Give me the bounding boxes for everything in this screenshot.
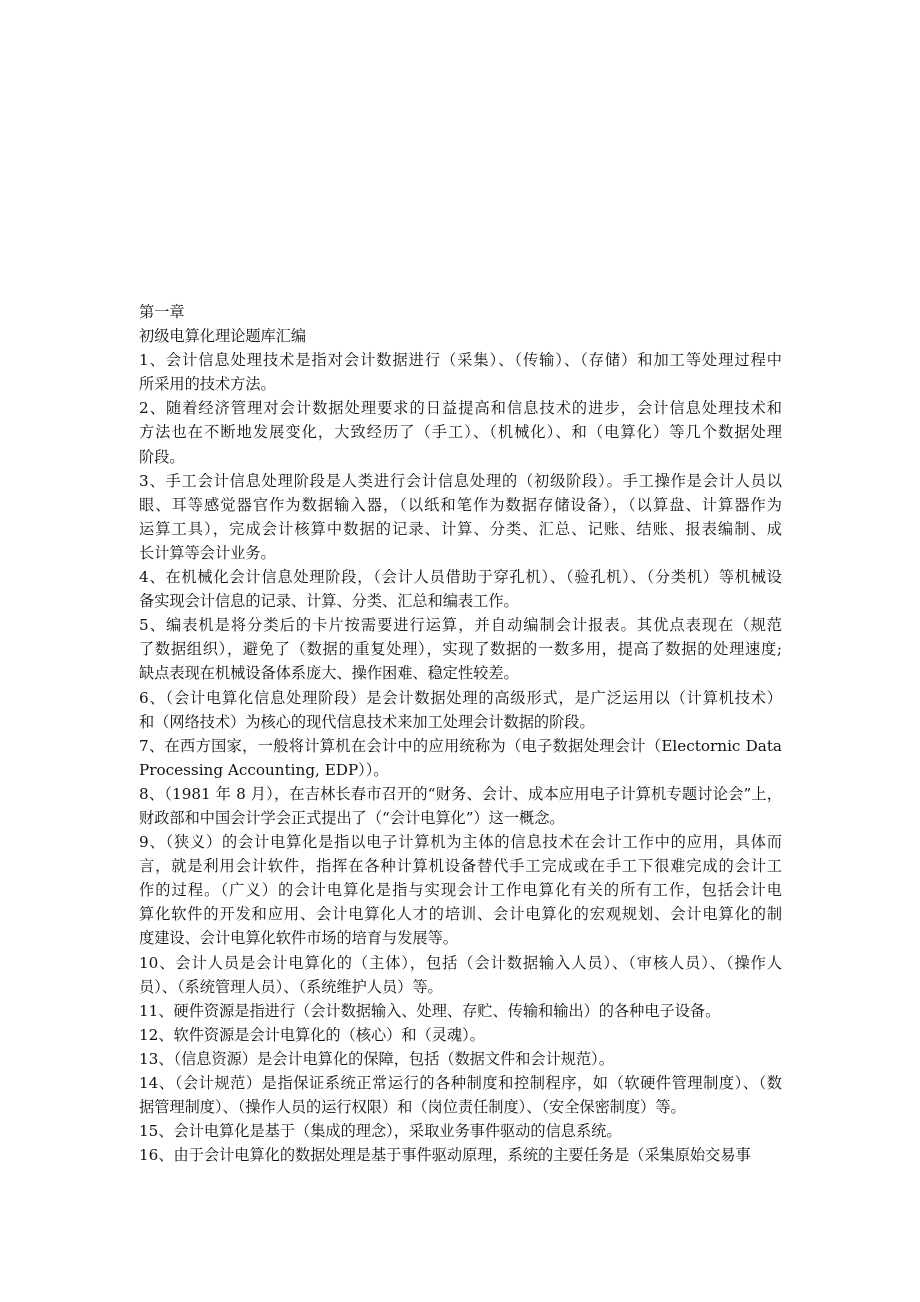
question-paragraph bbox=[139, 565, 782, 613]
text-line: 财政部和中国会计学会正式提出了（“会计电算化”）这一概念。 bbox=[139, 808, 565, 827]
question-paragraph bbox=[139, 830, 782, 950]
document-title: 初级电算化理论题库汇编 bbox=[139, 327, 307, 346]
text-line: 4、在机械化会计信息处理阶段，（会计人员借助于穿孔机）、（验孔机）、（分类机）等机械设 bbox=[139, 568, 782, 587]
text-line: 5、编表机是将分类后的卡片按需要进行运算，并自动编制会计报表。其优点表现在（规范 bbox=[139, 616, 782, 635]
text-line: 据管理制度）、（操作人员的运行权限）和（岗位责任制度）、（安全保密制度）等。 bbox=[139, 1098, 686, 1117]
text-line: 15、会计电算化是基于（集成的理念），采取业务事件驱动的信息系统。 bbox=[139, 1122, 622, 1141]
text-line: Processing Accounting, EDP））。 bbox=[139, 760, 389, 779]
question-paragraph bbox=[139, 1023, 782, 1047]
text-line: 9、（狭义）的会计电算化是指以电子计算机为主体的信息技术在会计工作中的应用，具体而 bbox=[139, 833, 782, 852]
text-line: 2、随着经济管理对会计数据处理要求的日益提高和信息技术的进步，会计信息处理技术和 bbox=[139, 399, 782, 418]
text-line: 和（网络技术）为核心的现代信息技术来加工处理会计数据的阶段。 bbox=[139, 712, 595, 731]
text-line: 方法也在不断地发展变化，大致经历了（手工）、（机械化）、和（电算化）等几个数据处理 bbox=[139, 423, 782, 442]
text-line: 度建设、会计电算化软件市场的培育与发展等。 bbox=[139, 929, 458, 948]
question-paragraph bbox=[139, 396, 782, 468]
question-paragraph bbox=[139, 1047, 782, 1071]
text-line: 眼、耳等感觉器官作为数据输入器，（以纸和笔作为数据存储设备），（以算盘、计算器作为 bbox=[139, 495, 782, 514]
text-line: 缺点表现在机械设备体系庞大、操作困难、稳定性较差。 bbox=[139, 664, 519, 683]
document-body bbox=[139, 348, 782, 1167]
question-paragraph bbox=[139, 1119, 782, 1143]
text-line: 言，就是利用会计软件，指挥在各种计算机设备替代手工完成或在手工下很难完成的会计工 bbox=[139, 857, 782, 876]
question-paragraph bbox=[139, 951, 782, 999]
question-paragraph bbox=[139, 1143, 782, 1167]
question-paragraph bbox=[139, 999, 782, 1023]
text-line: 10、会计人员是会计电算化的（主体），包括（会计数据输入人员）、（审核人员）、（操作人 bbox=[139, 953, 782, 972]
question-paragraph bbox=[139, 1071, 782, 1119]
document-page bbox=[139, 300, 782, 1167]
question-paragraph bbox=[139, 469, 782, 565]
text-line: 8、（1981 年 8 月），在吉林长春市召开的“财务、会计、成本应用电子计算机专题讨论会”上， bbox=[139, 784, 782, 803]
text-line: 3、手工会计信息处理阶段是人类进行会计信息处理的（初级阶段）。手工操作是会计人员以 bbox=[139, 471, 782, 490]
text-line: 备实现会计信息的记录、计算、分类、汇总和编表工作。 bbox=[139, 592, 519, 611]
text-line: 了数据组织），避免了（数据的重复处理），实现了数据的一数多用，提高了数据的处理速度; bbox=[139, 640, 782, 659]
text-line: 7、在西方国家，一般将计算机在会计中的应用统称为（电子数据处理会计（Electornic Data bbox=[139, 736, 782, 755]
text-line: 作的过程。（广义）的会计电算化是指与实现会计工作电算化有关的所有工作，包括会计电 bbox=[139, 881, 782, 900]
text-line: 11、硬件资源是指进行（会计数据输入、处理、存贮、传输和输出）的各种电子设备。 bbox=[139, 1001, 721, 1020]
text-line: 阶段。 bbox=[139, 447, 185, 466]
text-line: 14、（会计规范）是指保证系统正常运行的各种制度和控制程序，如（软硬件管理制度）、（数 bbox=[139, 1074, 782, 1092]
text-line: 16、由于会计电算化的数据处理是基于事件驱动原理，系统的主要任务是（采集原始交易事 bbox=[139, 1146, 751, 1165]
text-line: 12、软件资源是会计电算化的（核心）和（灵魂）。 bbox=[139, 1025, 485, 1044]
text-line: 1、会计信息处理技术是指对会计数据进行（采集）、（传输）、（存储）和加工等处理过程中 bbox=[139, 351, 782, 370]
chapter-heading: 第一章 bbox=[139, 303, 185, 321]
text-line: 6、（会计电算化信息处理阶段）是会计数据处理的高级形式，是广泛运用以（计算机技术） bbox=[139, 688, 782, 707]
text-line: 员）、（系统管理人员）、（系统维护人员）等。 bbox=[139, 977, 443, 996]
text-line: 13、（信息资源）是会计电算化的保障，包括（数据文件和会计规范）。 bbox=[139, 1049, 614, 1068]
text-line: 算化软件的开发和应用、会计电算化人才的培训、会计电算化的宏观规划、会计电算化的制 bbox=[139, 905, 782, 924]
text-line: 运算工具），完成会计核算中数据的记录、计算、分类、汇总、记账、结账、报表编制、成 bbox=[139, 519, 782, 538]
question-paragraph bbox=[139, 613, 782, 685]
question-paragraph bbox=[139, 348, 782, 396]
question-paragraph bbox=[139, 686, 782, 734]
text-line: 长计算等会计业务。 bbox=[139, 543, 276, 562]
question-paragraph bbox=[139, 782, 782, 830]
question-paragraph bbox=[139, 734, 782, 782]
text-line: 所采用的技术方法。 bbox=[139, 375, 276, 394]
